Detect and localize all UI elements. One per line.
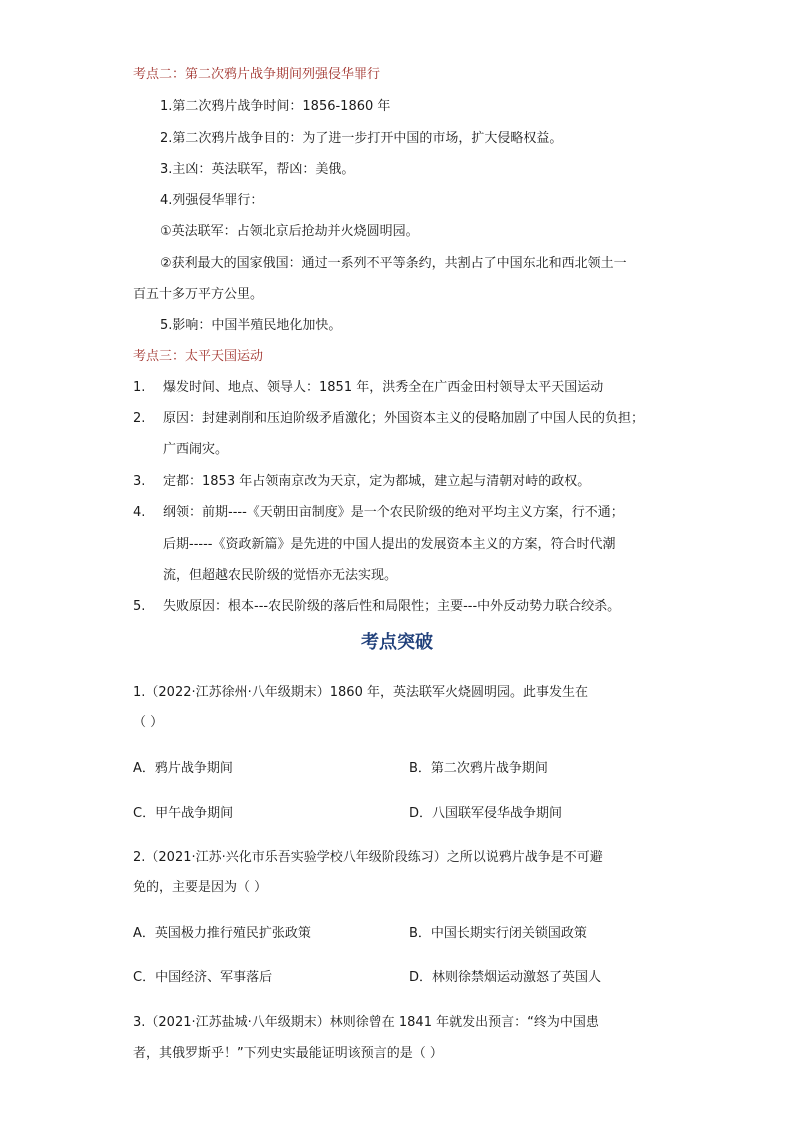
question-2-option-a[interactable]: A．英国极力推行殖民扩张政策 xyxy=(133,926,311,941)
section3-item-1 xyxy=(133,379,603,397)
section2-item: 4.列强侵华罪行： xyxy=(160,193,264,208)
item-text: 纲领：前期----《天朝田亩制度》是一个农民阶级的绝对平均主义方案，行不通； xyxy=(163,505,624,520)
section3-item-4 xyxy=(133,504,624,522)
question-2-text: 2.（2021·江苏·兴化市乐吾实验学校八年级阶段练习）之所以说鸦片战争是不可避 xyxy=(133,850,603,865)
section2-item: 1.第二次鸦片战争时间：1856-1860 年 xyxy=(160,99,391,114)
question-3-text: 3.（2021·江苏盐城·八年级期末）林则徐曾在 1841 年就发出预言：“终为中国患 xyxy=(133,1015,599,1030)
item-number: 4. xyxy=(133,505,146,520)
item-text-continued: 广西闹灾。 xyxy=(163,442,229,457)
item-text: 失败原因：根本---农民阶级的落后性和局限性；主要---中外反动势力联合绞杀。 xyxy=(163,599,621,614)
question-2-option-b[interactable]: B．中国长期实行闭关锁国政策 xyxy=(409,926,587,941)
section2-item: ②获利最大的国家俄国：通过一系列不平等条约，共割占了中国东北和西北领土一 xyxy=(160,256,627,271)
section2-item: 2.第二次鸦片战争目的：为了进一步打开中国的市场，扩大侵略权益。 xyxy=(160,131,563,146)
item-text: 原因：封建剥削和压迫阶级矛盾激化；外国资本主义的侵略加剧了中国人民的负担； xyxy=(163,411,645,426)
section2-item: ①英法联军：占领北京后抢劫并火烧圆明园。 xyxy=(160,224,419,239)
item-text-continued: 流，但超越农民阶级的觉悟亦无法实现。 xyxy=(163,568,398,583)
section3-item-3 xyxy=(133,473,590,491)
question-2-option-d[interactable]: D．林则徐禁烟运动激怒了英国人 xyxy=(409,970,602,985)
item-number: 5. xyxy=(133,599,146,614)
question-1-option-b[interactable]: B．第二次鸦片战争期间 xyxy=(409,761,548,776)
item-number: 3. xyxy=(133,474,146,489)
section2-item: 百五十多万平方公里。 xyxy=(133,287,264,302)
item-number: 1. xyxy=(133,380,146,395)
section2-item: 5.影响：中国半殖民地化加快。 xyxy=(160,318,342,333)
section3-heading: 考点三：太平天国运动 xyxy=(133,349,264,364)
question-1-text: 1.（2022·江苏徐州·八年级期末）1860 年，英法联军火烧圆明园。此事发生在 xyxy=(133,685,588,700)
section2-heading: 考点二：第二次鸦片战争期间列强侵华罪行 xyxy=(133,67,381,82)
item-text: 爆发时间、地点、领导人：1851 年，洪秀全在广西金田村领导太平天国运动 xyxy=(163,380,604,395)
question-3-text-continued: 者，其俄罗斯乎！”下列史实最能证明该预言的是（ ） xyxy=(133,1046,443,1061)
section2-item: 3.主凶：英法联军，帮凶：美俄。 xyxy=(160,162,355,177)
section3-item-5 xyxy=(133,598,620,616)
item-number: 2. xyxy=(133,411,146,426)
question-2-text-continued: 免的，主要是因为（ ） xyxy=(133,880,268,895)
question-2-option-c[interactable]: C．中国经济、军事落后 xyxy=(133,970,273,985)
question-1-option-d[interactable]: D．八国联军侵华战争期间 xyxy=(409,806,563,821)
section3-item-2 xyxy=(133,410,644,428)
question-1-blank: （ ） xyxy=(133,715,164,730)
practice-title: 考点突破 xyxy=(361,632,433,653)
question-1-option-c[interactable]: C．甲午战争期间 xyxy=(133,806,234,821)
question-1-option-a[interactable]: A．鸦片战争期间 xyxy=(133,761,233,776)
item-text: 定都：1853 年占领南京改为天京，定为都城，建立起与清朝对峙的政权。 xyxy=(163,474,591,489)
item-text-continued: 后期-----《资政新篇》是先进的中国人提出的发展资本主义的方案，符合时代潮 xyxy=(163,537,616,552)
